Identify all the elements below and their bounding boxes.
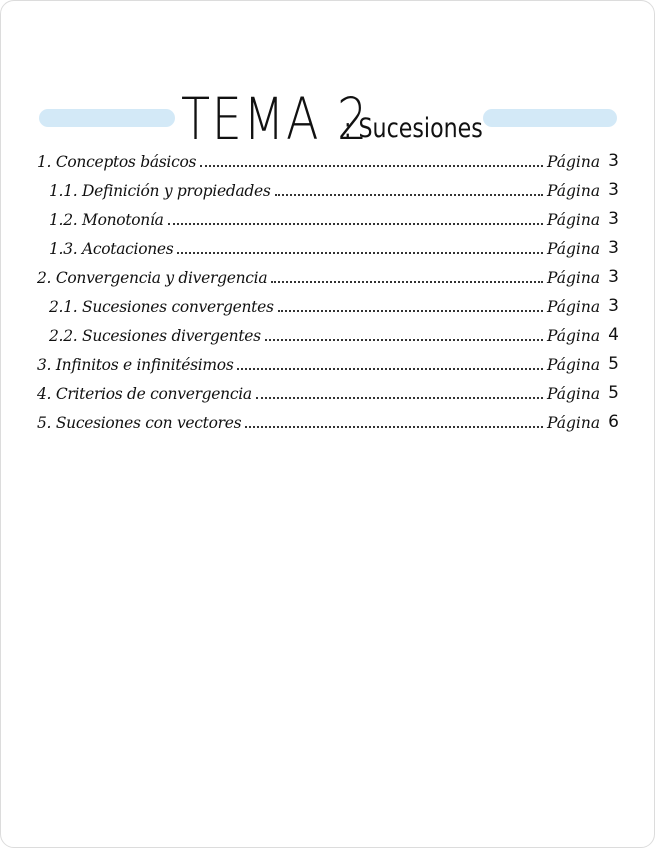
toc-entry-page-word: Página: [547, 414, 601, 432]
toc-entry-page-number: 5: [608, 354, 619, 374]
toc-entry: [37, 291, 619, 320]
dot-leader: [200, 164, 543, 167]
toc-entry-page-number: 3: [608, 209, 619, 229]
dot-leader: [278, 309, 543, 312]
toc-entry-page-number: 3: [608, 296, 619, 316]
table-of-contents: [37, 146, 619, 436]
toc-entry-page-number: 3: [608, 151, 619, 171]
dot-leader: [265, 338, 543, 341]
toc-entry-label: 1. Conceptos básicos: [37, 153, 197, 171]
toc-entry-label: 2.2. Sucesiones divergentes: [49, 327, 261, 345]
toc-entry: [37, 378, 619, 407]
toc-entry-page-number: 3: [608, 180, 619, 200]
toc-entry: [37, 204, 619, 233]
toc-entry-label: 1.1. Definición y propiedades: [49, 182, 271, 200]
page-header: [1, 79, 655, 153]
toc-entry: [37, 320, 619, 349]
toc-entry: [37, 407, 619, 436]
toc-entry: [37, 146, 619, 175]
dot-leader: [245, 425, 543, 428]
title-sub: : Sucesiones: [344, 113, 483, 144]
dot-leader: [177, 251, 543, 254]
title-main: TEMA 2: [181, 85, 369, 153]
toc-entry-page-number: 3: [608, 267, 619, 287]
decorative-bar-left: [39, 109, 175, 127]
toc-entry-label: 2.1. Sucesiones convergentes: [49, 298, 274, 316]
toc-entry-label: 5. Sucesiones con vectores: [37, 414, 242, 432]
toc-entry-label: 1.3. Acotaciones: [49, 240, 174, 258]
toc-entry-label: 4. Criterios de convergencia: [37, 385, 252, 403]
page-title: [181, 79, 483, 153]
toc-entry-label: 2. Convergencia y divergencia: [37, 269, 268, 287]
toc-entry-page-number: 4: [608, 325, 619, 345]
toc-entry: [37, 262, 619, 291]
dot-leader: [275, 193, 543, 196]
toc-entry-page-word: Página: [547, 182, 601, 200]
toc-entry-page-word: Página: [547, 269, 601, 287]
dot-leader: [168, 222, 543, 225]
toc-entry-page-word: Página: [547, 153, 601, 171]
dot-leader: [271, 280, 543, 283]
toc-entry: [37, 233, 619, 262]
dot-leader: [237, 367, 543, 370]
toc-entry-label: 1.2. Monotonía: [49, 211, 164, 229]
toc-entry: [37, 349, 619, 378]
toc-entry-page-word: Página: [547, 211, 601, 229]
toc-entry-page-word: Página: [547, 240, 601, 258]
toc-entry-page-word: Página: [547, 298, 601, 316]
toc-entry-label: 3. Infinitos e infinitésimos: [37, 356, 234, 374]
toc-entry-page-number: 3: [608, 238, 619, 258]
toc-entry-page-number: 5: [608, 383, 619, 403]
toc-entry-page-word: Página: [547, 356, 601, 374]
toc-entry: [37, 175, 619, 204]
toc-entry-page-word: Página: [547, 385, 601, 403]
decorative-bar-right: [483, 109, 617, 127]
toc-entry-page-word: Página: [547, 327, 601, 345]
toc-entry-page-number: 6: [608, 412, 619, 432]
dot-leader: [256, 396, 543, 399]
